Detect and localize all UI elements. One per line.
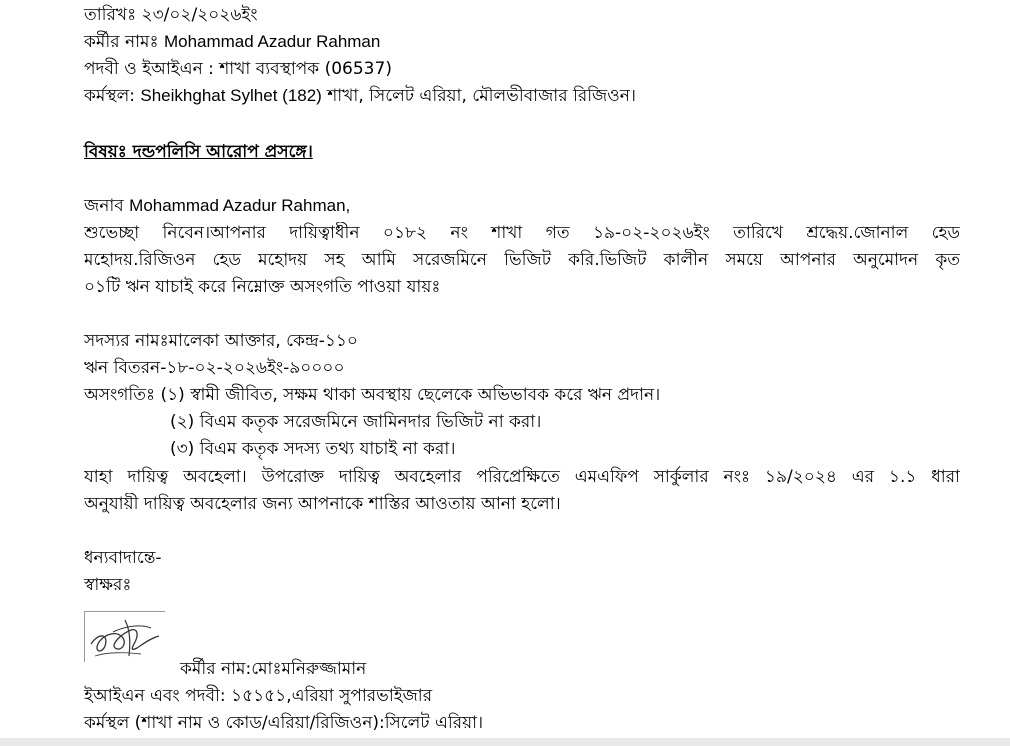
employee-name-label: কর্মীর নামঃ (84, 32, 159, 52)
signatory-ein: ইআইএন এবং পদবী: ১৫১৫১,এরিয়া সুপারভাইজার (84, 686, 433, 706)
signature-label: স্বাক্ষরঃ (84, 575, 132, 595)
irregularity-item: (২) বিএম কতৃক সরেজমিনে জামিনদার ভিজিট না করা। (170, 412, 542, 432)
loan-line: ঋন বিতরন-১৮-০২-২০২৬ইং-৯০০০০ (84, 358, 345, 378)
employee-name-line (84, 31, 380, 53)
designation-line: পদবী ও ইআইএন : শাখা ব্যবস্থাপক (06537) (84, 59, 392, 79)
salutation-prefix: জনাব (84, 196, 124, 216)
signatory-name: কর্মীর নাম:মোঃমনিরুজ্জামান (180, 659, 367, 679)
employee-name-value: Mohammad Azadur Rahman (163, 32, 381, 51)
workplace-line (84, 85, 636, 107)
irregularity-label: অসংগতিঃ (84, 385, 156, 405)
date-line: তারিখঃ ২৩/০২/২০২৬ইং (84, 5, 258, 25)
workplace-label: কর্মস্থল: (84, 86, 135, 106)
body-line: ০১টি ঋন যাচাই করে নিম্নোক্ত অসংগতি পাওয়া যায়ঃ (84, 277, 441, 297)
conclusion-line: অনুযায়ী দায়িত্ব অবহেলার জন্য আপনাকে শাস্তির আওতায় আনা হলো। (84, 494, 561, 514)
bottom-scroll-bar[interactable] (0, 738, 1010, 746)
irregularity-item: (৩) বিএম কতৃক সদস্য তথ্য যাচাই না করা। (170, 439, 456, 459)
handwritten-signature (85, 612, 165, 662)
workplace-rest: শাখা, সিলেট এরিয়া, মৌলভীবাজার রিজিওন। (327, 86, 637, 106)
workplace-branch: Sheikhghat Sylhet (182) (140, 86, 322, 105)
salutation-line (84, 195, 350, 217)
body-line: শুভেচ্ছা নিবেন।আপনার দায়িত্বাধীন ০১৮২ নং শাখা গত ১৯-০২-২০২৬ইং তারিখে শ্রদ্ধেয়.জোনাল হেড (84, 223, 960, 243)
conclusion-line: যাহা দায়িত্ব অবহেলা। উপরোক্ত দায়িত্ব অবহেলার পরিপ্রেক্ষিতে এমএফিপ সার্কুলার নংঃ ১৯/২০২৪ এর ১.১ ধারা (84, 467, 960, 487)
member-name-line: সদস্যর নামঃমালেকা আক্তার, কেন্দ্র-১১০ (84, 331, 358, 351)
thanks-line: ধন্যবাদান্তে- (84, 548, 162, 568)
subject-line: বিষয়ঃ দন্ডপলিসি আরোপ প্রসঙ্গে। (84, 142, 313, 162)
salutation-name: Mohammad Azadur Rahman, (129, 196, 351, 215)
signature-image (84, 611, 165, 662)
irregularity-line (84, 384, 660, 406)
body-line: মহোদয়.রিজিওন হেড মহোদয় সহ আমি সরেজমিনে ভিজিট করি.ভিজিট কালীন সময়ে আপনার অনুমোদন কৃত (84, 250, 960, 270)
signatory-workplace: কর্মস্থল (শাখা নাম ও কোড/এরিয়া/রিজিওন):সিলেট এরিয়া। (84, 713, 484, 733)
irregularity-item: (১) স্বামী জীবিত, সক্ষম থাকা অবস্থায় ছেলেকে অভিভাবক করে ঋন প্রদান। (160, 385, 661, 405)
